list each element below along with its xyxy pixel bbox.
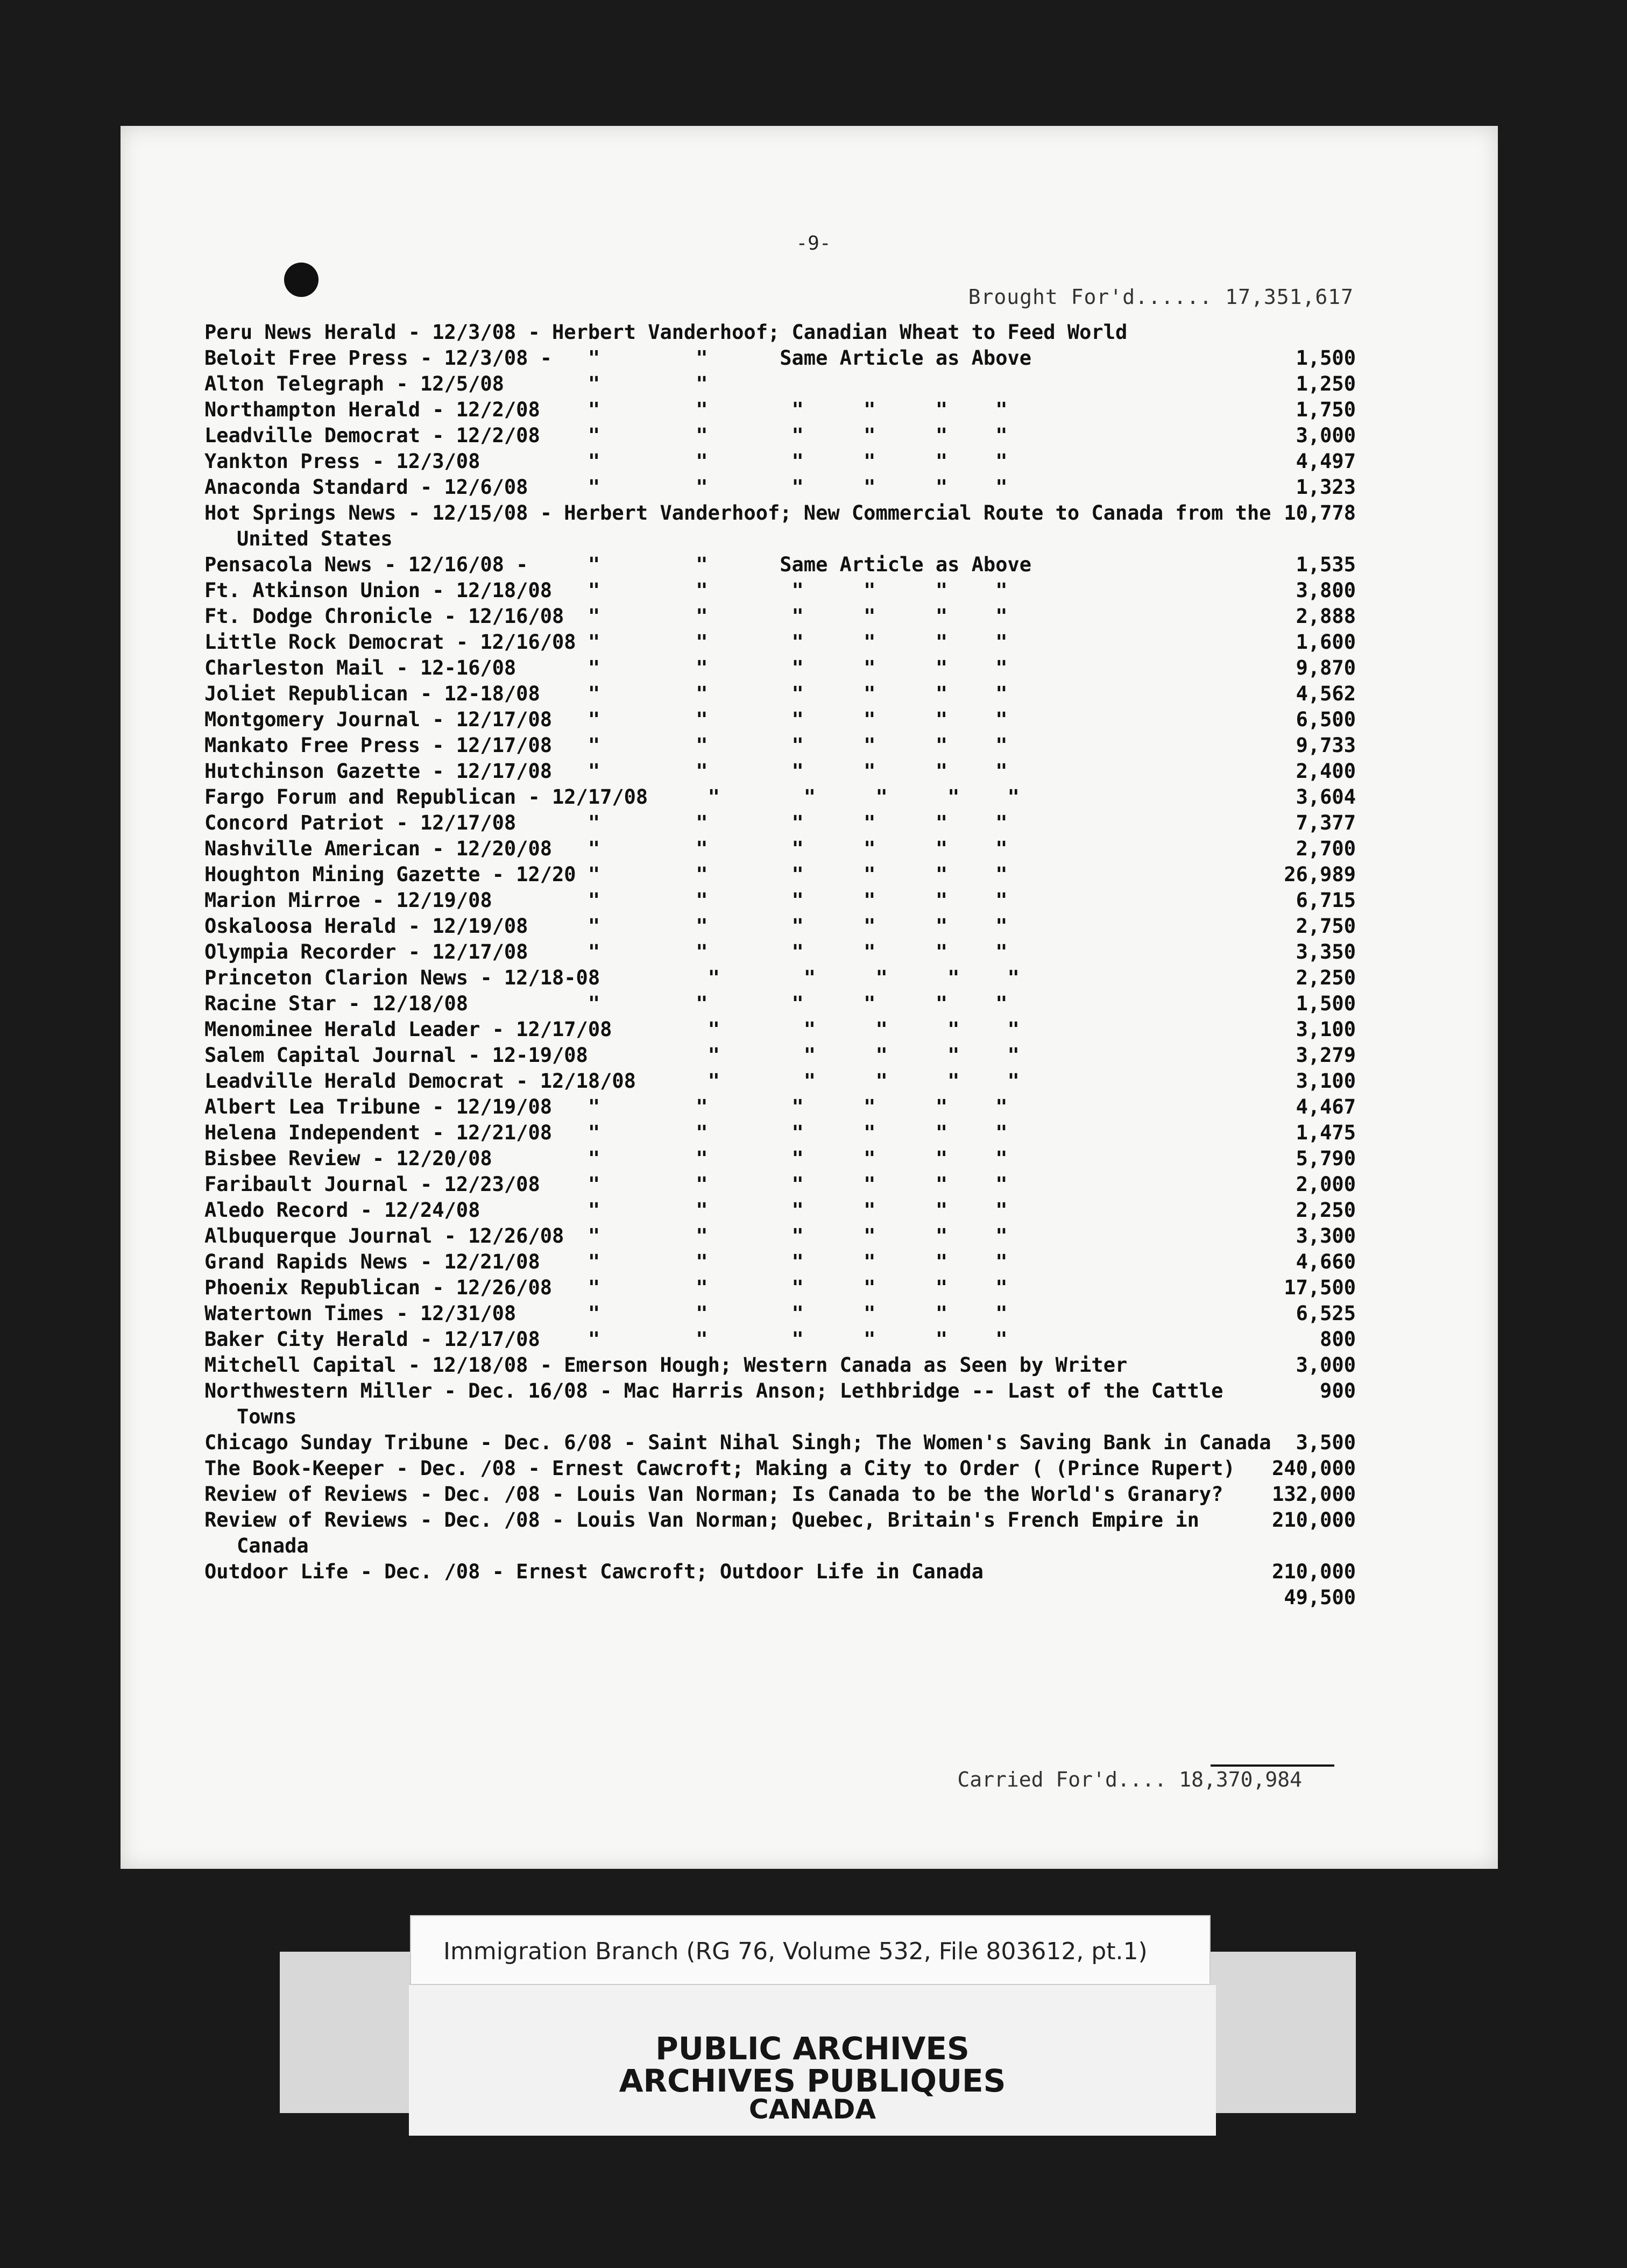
entry-text: Oskaloosa Herald - 12/19/08 " " " " " " xyxy=(204,915,1008,938)
entry-text: Review of Reviews - Dec. /08 - Louis Van Norman; Quebec, Britain's French Empire in Canada xyxy=(204,1508,1212,1557)
entry-text: Mitchell Capital - 12/18/08 - Emerson Hough; Western Canada as Seen by Writer xyxy=(204,1353,1128,1377)
entry-amount: 10,778 xyxy=(1284,501,1356,525)
entry-amount: 1,500 xyxy=(1296,992,1356,1015)
entry-row xyxy=(204,604,1356,629)
entry-amount: 900 xyxy=(1320,1379,1356,1402)
entry-row xyxy=(204,1017,1356,1043)
entry-text: Racine Star - 12/18/08 " " " " " " xyxy=(204,992,1008,1015)
entry-amount: 2,400 xyxy=(1296,760,1356,783)
entry-text: Baker City Herald - 12/17/08 " " " " " " xyxy=(204,1328,1008,1351)
entry-amount: 2,888 xyxy=(1296,605,1356,628)
entry-text: Houghton Mining Gazette - 12/20 " " " " " " xyxy=(204,863,1008,886)
entry-amount: 26,989 xyxy=(1284,863,1356,886)
entry-row xyxy=(204,733,1356,759)
entry-amount: 3,300 xyxy=(1296,1224,1356,1248)
entry-row xyxy=(204,500,1356,552)
punch-hole xyxy=(284,263,319,297)
entry-text: Marion Mirroe - 12/19/08 " " " " " " xyxy=(204,889,1008,912)
entry-amount: 210,000 xyxy=(1272,1508,1356,1532)
carried-forward-total: Carried For'd.... 18,370,984 xyxy=(957,1768,1302,1791)
entry-text: Yankton Press - 12/3/08 " " " " " " xyxy=(204,450,1008,473)
entry-text: Northampton Herald - 12/2/08 " " " " " " xyxy=(204,398,1008,421)
entry-amount: 7,377 xyxy=(1296,811,1356,834)
entry-row xyxy=(204,655,1356,681)
entry-row xyxy=(204,1275,1356,1301)
entry-text: Pensacola News - 12/16/08 - " " Same Article as Above xyxy=(204,553,1032,576)
entry-text: Nashville American - 12/20/08 " " " " " " xyxy=(204,837,1008,860)
entry-row xyxy=(204,1120,1356,1146)
entry-row xyxy=(204,913,1356,939)
entry-amount: 800 xyxy=(1320,1328,1356,1351)
entry-amount: 2,750 xyxy=(1296,915,1356,938)
archive-label-text: Immigration Branch (RG 76, Volume 532, File 803612, pt.1) xyxy=(443,1938,1148,1965)
entry-amount: 1,750 xyxy=(1296,398,1356,421)
entry-text: Hutchinson Gazette - 12/17/08 " " " " " " xyxy=(204,760,1008,783)
entry-amount: 210,000 xyxy=(1272,1560,1356,1583)
entry-text: Peru News Herald - 12/3/08 - Herbert Vanderhoof; Canadian Wheat to Feed World xyxy=(204,321,1128,344)
entry-row xyxy=(204,423,1356,449)
entry-row xyxy=(204,759,1356,784)
entry-amount: 6,500 xyxy=(1296,708,1356,731)
publication-list xyxy=(204,320,1356,1609)
entry-amount: 3,100 xyxy=(1296,1069,1356,1093)
entry-row xyxy=(204,1068,1356,1094)
entry-amount: 5,790 xyxy=(1296,1147,1356,1170)
entry-text: Salem Capital Journal - 12-19/08 " " " " " xyxy=(204,1044,1020,1067)
entry-row xyxy=(204,888,1356,913)
entry-amount: 3,000 xyxy=(1296,424,1356,447)
entry-row xyxy=(204,1352,1356,1378)
entry-text: Leadville Herald Democrat - 12/18/08 " " " " " xyxy=(204,1069,1020,1093)
entry-row xyxy=(204,320,1356,345)
entry-text: Beloit Free Press - 12/3/08 - " " Same Article as Above xyxy=(204,346,1032,370)
entry-text: Ft. Dodge Chronicle - 12/16/08 " " " " " " xyxy=(204,605,1008,628)
entry-row xyxy=(204,1378,1356,1430)
entry-text: The Book-Keeper - Dec. /08 - Ernest Cawcroft; Making a City to Order ( (Prince Rupert) xyxy=(204,1457,1235,1480)
entry-text: Faribault Journal - 12/23/08 " " " " " " xyxy=(204,1173,1008,1196)
stamp-line-2: ARCHIVES PUBLIQUES xyxy=(619,2063,1006,2099)
entry-amount: 1,500 xyxy=(1296,346,1356,370)
entry-text: Menominee Herald Leader - 12/17/08 " " " " " xyxy=(204,1018,1020,1041)
entry-amount: 2,250 xyxy=(1296,1199,1356,1222)
entry-text: Princeton Clarion News - 12/18-08 " " " " " xyxy=(204,966,1020,989)
entry-text: Charleston Mail - 12-16/08 " " " " " " xyxy=(204,656,1008,679)
entry-row xyxy=(204,578,1356,604)
entry-amount: 3,800 xyxy=(1296,579,1356,602)
entry-text: Aledo Record - 12/24/08 " " " " " " xyxy=(204,1199,1008,1222)
entry-text: Review of Reviews - Dec. /08 - Louis Van Norman; Is Canada to be the World's Granary? xyxy=(204,1483,1223,1506)
entry-row xyxy=(204,629,1356,655)
entry-text: Chicago Sunday Tribune - Dec. 6/08 - Saint Nihal Singh; The Women's Saving Bank in Canada xyxy=(204,1431,1271,1454)
entry-row xyxy=(204,965,1356,991)
entry-row xyxy=(204,862,1356,888)
entry-amount: 17,500 xyxy=(1284,1276,1356,1299)
entry-row xyxy=(204,371,1356,397)
entry-text: Fargo Forum and Republican - 12/17/08 " " " " " xyxy=(204,785,1020,809)
entry-amount: 3,604 xyxy=(1296,785,1356,809)
entry-amount: 3,279 xyxy=(1296,1044,1356,1067)
entry-row xyxy=(204,1223,1356,1249)
entry-amount: 1,323 xyxy=(1296,476,1356,499)
entry-row xyxy=(204,1559,1356,1585)
entry-amount: 49,500 xyxy=(1284,1586,1356,1609)
entry-amount: 3,500 xyxy=(1296,1431,1356,1454)
entry-row xyxy=(204,1482,1356,1507)
entry-text: Outdoor Life - Dec. /08 - Ernest Cawcroft; Outdoor Life in Canada xyxy=(204,1560,984,1583)
entry-text: Albuquerque Journal - 12/26/08 " " " " " " xyxy=(204,1224,1008,1248)
entry-text: Anaconda Standard - 12/6/08 " " " " " " xyxy=(204,476,1008,499)
entry-text: Grand Rapids News - 12/21/08 " " " " " " xyxy=(204,1250,1008,1273)
entry-text: Helena Independent - 12/21/08 " " " " " " xyxy=(204,1121,1008,1144)
entry-text: Ft. Atkinson Union - 12/18/08 " " " " " " xyxy=(204,579,1008,602)
entry-text: Montgomery Journal - 12/17/08 " " " " " " xyxy=(204,708,1008,731)
entry-row xyxy=(204,1249,1356,1275)
entry-row xyxy=(204,1172,1356,1197)
entry-amount: 2,700 xyxy=(1296,837,1356,860)
entry-text: Joliet Republican - 12-18/08 " " " " " " xyxy=(204,682,1008,705)
entry-row xyxy=(204,836,1356,862)
entry-amount: 1,250 xyxy=(1296,372,1356,395)
stamp-line-3: CANADA xyxy=(748,2094,876,2125)
entry-row xyxy=(204,345,1356,371)
entry-text: Bisbee Review - 12/20/08 " " " " " " xyxy=(204,1147,1008,1170)
entry-row xyxy=(204,707,1356,733)
entry-row xyxy=(204,1456,1356,1482)
entry-amount: 3,100 xyxy=(1296,1018,1356,1041)
entry-row xyxy=(204,1094,1356,1120)
entry-row xyxy=(204,552,1356,578)
entry-row xyxy=(204,449,1356,474)
entry-row xyxy=(204,1327,1356,1352)
entry-row xyxy=(204,1430,1356,1456)
entry-text: Albert Lea Tribune - 12/19/08 " " " " " " xyxy=(204,1095,1008,1118)
entry-row xyxy=(204,397,1356,423)
entry-row xyxy=(204,991,1356,1017)
entry-amount: 6,715 xyxy=(1296,889,1356,912)
entry-text: Northwestern Miller - Dec. 16/08 - Mac Harris Anson; Lethbridge -- Last of the Cattle Towns xyxy=(204,1379,1235,1428)
entry-amount: 1,475 xyxy=(1296,1121,1356,1144)
entry-amount: 2,000 xyxy=(1296,1173,1356,1196)
entry-amount: 3,350 xyxy=(1296,940,1356,963)
entry-text: Hot Springs News - 12/15/08 - Herbert Vanderhoof; New Commercial Route to Canada from the United States xyxy=(204,501,1283,550)
entry-text: Phoenix Republican - 12/26/08 " " " " " " xyxy=(204,1276,1008,1299)
entry-row xyxy=(204,1043,1356,1068)
entry-row xyxy=(204,939,1356,965)
entry-amount: 4,562 xyxy=(1296,682,1356,705)
stamp-line-1: PUBLIC ARCHIVES xyxy=(655,2030,970,2067)
entry-text: Watertown Times - 12/31/08 " " " " " " xyxy=(204,1302,1008,1325)
entry-text: Olympia Recorder - 12/17/08 " " " " " " xyxy=(204,940,1008,963)
entry-amount: 1,535 xyxy=(1296,553,1356,576)
entry-row xyxy=(204,810,1356,836)
entry-amount: 4,467 xyxy=(1296,1095,1356,1118)
archive-label xyxy=(410,1915,1211,1985)
entry-amount: 1,600 xyxy=(1296,630,1356,654)
entry-text: Mankato Free Press - 12/17/08 " " " " " " xyxy=(204,734,1008,757)
brought-forward-total: Brought For'd...... 17,351,617 xyxy=(968,285,1354,309)
entry-amount: 6,525 xyxy=(1296,1302,1356,1325)
entry-amount: 4,660 xyxy=(1296,1250,1356,1273)
entry-text: Concord Patriot - 12/17/08 " " " " " " xyxy=(204,811,1008,834)
entry-amount: 4,497 xyxy=(1296,450,1356,473)
entry-amount: 9,870 xyxy=(1296,656,1356,679)
entry-amount: 2,250 xyxy=(1296,966,1356,989)
entry-text: Little Rock Democrat - 12/16/08 " " " " " " xyxy=(204,630,1008,654)
entry-row xyxy=(204,1197,1356,1223)
entry-text: Alton Telegraph - 12/5/08 " " xyxy=(204,372,708,395)
entry-amount: 240,000 xyxy=(1272,1457,1356,1480)
entry-row xyxy=(204,681,1356,707)
total-rule xyxy=(1211,1764,1334,1767)
entry-row xyxy=(204,474,1356,500)
entry-row xyxy=(204,1507,1356,1559)
entry-amount: 3,000 xyxy=(1296,1353,1356,1377)
entry-row xyxy=(204,784,1356,810)
entry-row xyxy=(204,1301,1356,1327)
entry-row xyxy=(204,1146,1356,1172)
archives-stamp xyxy=(409,1985,1216,2136)
entry-amount: 132,000 xyxy=(1272,1483,1356,1506)
page-number: -9- xyxy=(796,232,831,254)
entry-amount: 9,733 xyxy=(1296,734,1356,757)
entry-text: Leadville Democrat - 12/2/08 " " " " " " xyxy=(204,424,1008,447)
